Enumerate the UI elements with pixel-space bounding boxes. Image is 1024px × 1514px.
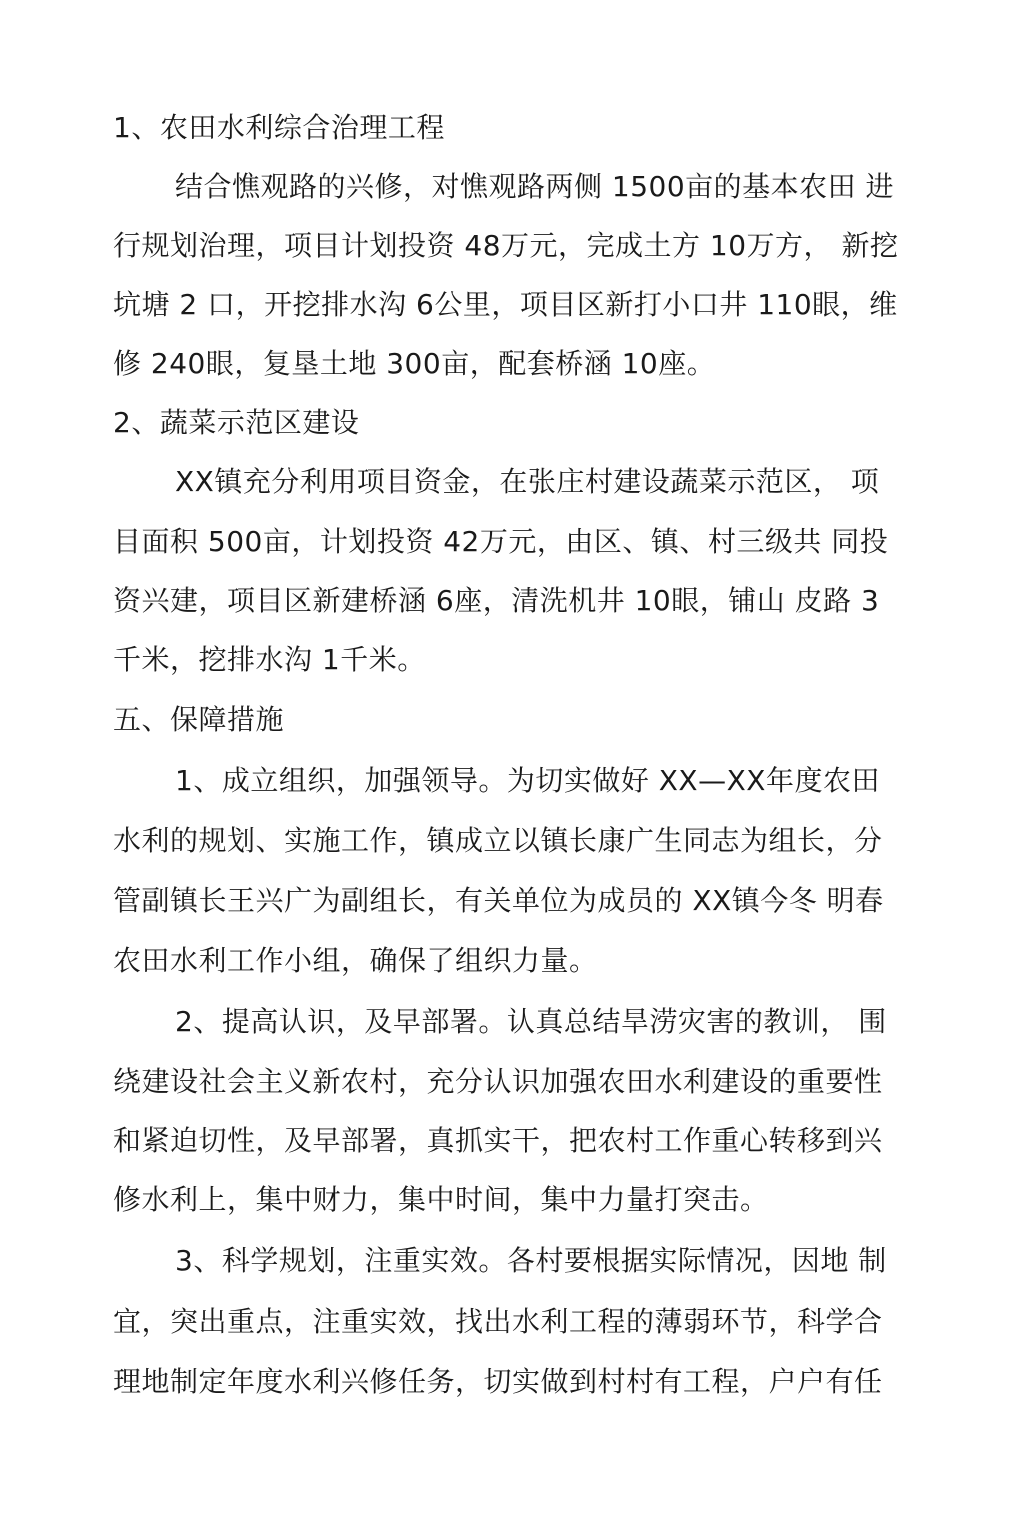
- paragraph-line: 坑塘 2 口，开挖排水沟 6公里，项目区新打小口井 110眼，维: [113, 288, 898, 321]
- paragraph-line: 千米，挖排水沟 1千米。: [113, 643, 426, 676]
- heading-1: 1、农田水利综合治理工程: [113, 111, 445, 144]
- paragraph-line: 资兴建，项目区新建桥涵 6座，清洗机井 10眼，铺山 皮路 3: [113, 584, 880, 617]
- paragraph-line: 行规划治理，项目计划投资 48万元，完成土方 10万方， 新挖: [113, 229, 899, 262]
- paragraph-line: 和紧迫切性，及早部署，真抓实干，把农村工作重心转移到兴: [113, 1124, 883, 1157]
- paragraph-line: 修 240眼，复垦土地 300亩，配套桥涵 10座。: [113, 347, 716, 380]
- paragraph-line: 理地制定年度水利兴修任务，切实做到村村有工程，户户有任: [113, 1365, 883, 1398]
- paragraph-line: 农田水利工作小组，确保了组织力量。: [113, 944, 598, 977]
- paragraph-line: 2、提高认识，及早部署。认真总结旱涝灾害的教训， 围: [175, 1005, 887, 1038]
- paragraph-line: 绕建设社会主义新农村，充分认识加强农田水利建设的重要性: [113, 1065, 883, 1098]
- paragraph-line: 宜，突出重点，注重实效，找出水利工程的薄弱环节，科学合: [113, 1305, 883, 1338]
- paragraph-line: 1、成立组织，加强领导。为切实做好 XX—XX年度农田: [175, 764, 880, 797]
- heading-2: 2、蔬菜示范区建设: [113, 406, 360, 439]
- paragraph-line: 水利的规划、实施工作，镇成立以镇长康广生同志为组长，分: [113, 824, 883, 857]
- paragraph-line: 3、科学规划，注重实效。各村要根据实际情况，因地 制: [175, 1244, 887, 1277]
- section-heading: 五、保障措施: [113, 703, 285, 736]
- paragraph-line: 目面积 500亩，计划投资 42万元，由区、镇、村三级共 同投: [113, 525, 889, 558]
- paragraph-line: 管副镇长王兴广为副组长，有关单位为成员的 XX镇今冬 明春: [113, 884, 884, 917]
- paragraph-line: 结合憔观路的兴修，对憔观路两侧 1500亩的基本农田 进: [175, 170, 895, 203]
- paragraph-line: XX镇充分利用项目资金，在张庄村建设蔬菜示范区， 项: [175, 465, 880, 498]
- paragraph-line: 修水利上，集中财力，集中时间，集中力量打突击。: [113, 1183, 769, 1216]
